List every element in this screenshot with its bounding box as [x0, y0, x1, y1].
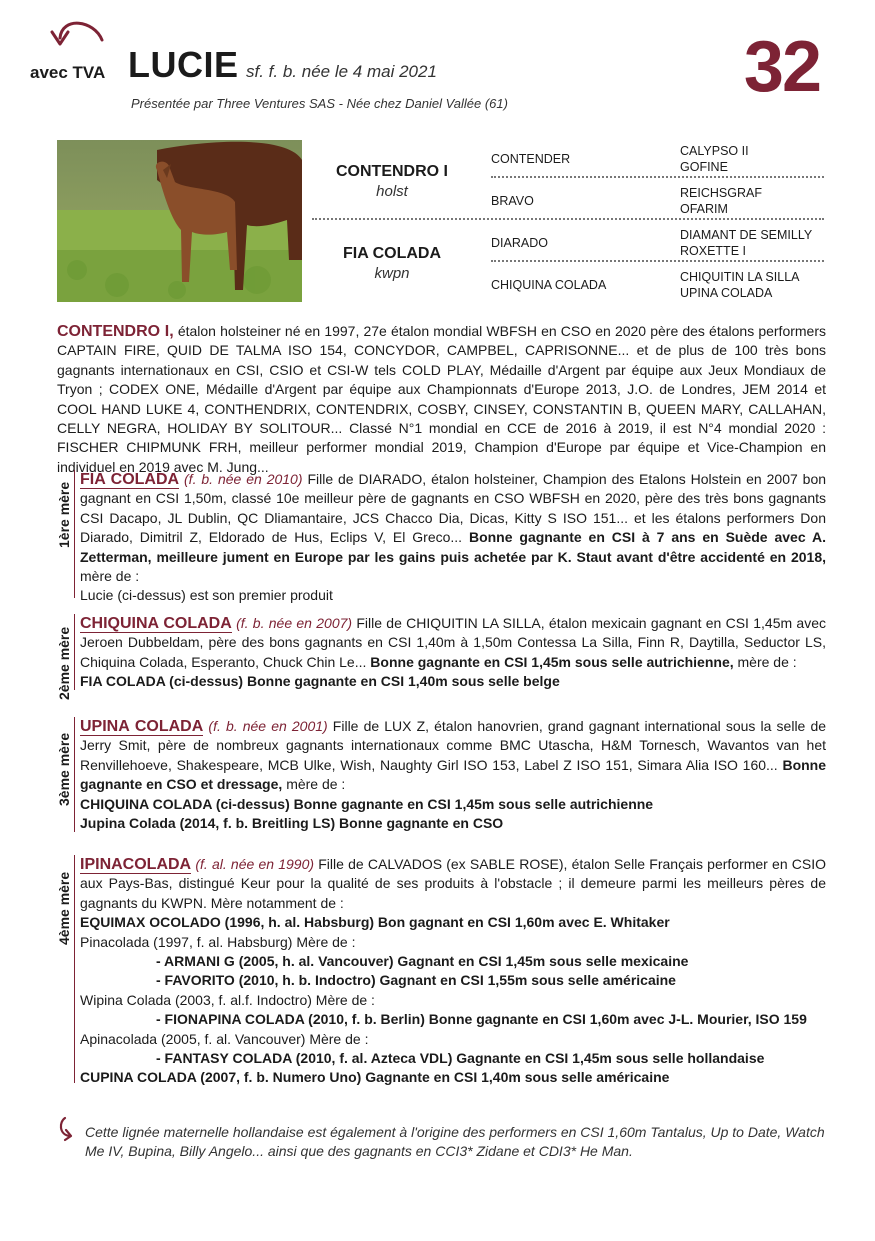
- third-dam-produce: CHIQUINA COLADA (ci-dessus) Bonne gagnante en CSI 1,45m sous selle autrichienne: [80, 795, 654, 812]
- first-dam-produce: Lucie (ci-dessus) est son premier produit: [80, 587, 333, 604]
- sire-text-name: CONTENDRO I,: [57, 323, 174, 340]
- third-dam-name: UPINA COLADA: [80, 718, 204, 735]
- fourth-dam-produce: - FIONAPINA COLADA (2010, f. b. Berlin) Bonne gagnante en CSI 1,60m avec J-L. Mourier, ISO 159: [156, 1011, 807, 1028]
- third-dam-produce: Jupina Colada (2014, f. b. Breitling LS) Bonne gagnante en CSO: [80, 815, 504, 832]
- pedigree-divider: [491, 176, 824, 178]
- fourth-dam-produce: - FAVORITO (2010, h. b. Indoctro) Gagnant en CSI 1,55m sous selle américaine: [156, 972, 676, 989]
- lot-number: 32: [743, 27, 820, 107]
- dam-breed: kwpn: [374, 265, 410, 282]
- generation-label-1: 1ère mère: [56, 481, 72, 548]
- dam-name: FIA COLADA: [342, 245, 442, 262]
- pedigree-divider: [491, 260, 824, 262]
- horse-name: LUCIE: [128, 44, 239, 85]
- footnote: Cette lignée maternelle hollandaise est également à l'origine des performers en CSI 1,60m Tantalus, Up to Date, Watch Me IV, Bupina, Billy Angelo... ainsi que des gagnants en CCI3* Zidane et CDI3* He Man.: [85, 1124, 825, 1159]
- second-dam-produce: FIA COLADA (ci-dessus) Bonne gagnante en CSI 1,40m sous selle belge: [80, 673, 560, 690]
- sire-description: [57, 322, 826, 477]
- horse-photo: [57, 140, 302, 302]
- great-grandparent: CHIQUITIN LA SILLA UPINA COLADA: [680, 270, 800, 300]
- fourth-dam-produce: Apinacolada (2005, f. al. Vancouver) Mère de :: [80, 1030, 369, 1047]
- granddam-maternal: CHIQUINA COLADA: [491, 278, 607, 292]
- generation-label-2: 2ème mère: [56, 626, 72, 700]
- hook-arrow-icon: [57, 1116, 79, 1142]
- fourth-dam-produce: Wipina Colada (2003, f. al.f. Indoctro) Mère de :: [80, 991, 375, 1008]
- generation-bar: [74, 614, 75, 690]
- third-dam: UPINA COLADA (f. b. née en 2001) Fille de LUX Z, étalon hanovrien, grand gagnant international sous la selle de Jerry Smit, père de nombreux gagnants internationaux comme BMC Utascha, H&M Tornesch, Wavantos van het Renvillehoeve, Shakespeare, MCB Ulke, Wish, Naughty Girl ISO 153, Label Z ISO 151, Simara Alia ISO 160... Bonne gagnante en CSO et dressage, mère de : CHIQUINA COLADA (ci-dessus) Bonne gagnante en CSI 1,45m sous selle autrichienne Jupina Colada (2014, f. b. Breitling LS) Bonne gagnante en CSO: [80, 717, 826, 833]
- fourth-dam-produce: EQUIMAX OCOLADO (1996, h. al. Habsburg) Bon gagnant en CSI 1,60m avec E. Whitaker: [80, 914, 670, 931]
- fourth-dam-produce: Pinacolada (1997, f. al. Habsburg) Mère de :: [80, 933, 356, 950]
- fourth-dam-produce: CUPINA COLADA (2007, f. b. Numero Uno) Gagnante en CSI 1,40m sous selle américaine: [80, 1069, 670, 1086]
- first-dam-name: FIA COLADA: [80, 471, 180, 488]
- curved-arrow-icon: [40, 18, 106, 64]
- grandsire-maternal: DIARADO: [491, 236, 548, 250]
- second-dam-name: CHIQUINA COLADA: [80, 615, 232, 632]
- generation-bar: [74, 717, 75, 832]
- fourth-dam-produce: - ARMANI G (2005, h. al. Vancouver) Gagnant en CSI 1,45m sous selle mexicaine: [156, 953, 689, 970]
- fourth-dam-name: IPINACOLADA: [80, 856, 192, 873]
- great-grandparent: DIAMANT DE SEMILLY ROXETTE I: [680, 228, 813, 258]
- pedigree-divider: [312, 218, 824, 220]
- tva-label: avec TVA: [30, 63, 106, 82]
- fourth-dam: IPINACOLADA (f. al. née en 1990) Fille de CALVADOS (ex SABLE ROSE), étalon Selle Français performer en CSIO aux Pays-Bas, distingué Keur pour la qualité de ses produits à l'obstacle ; il demeure parmi les meilleurs pères de gagnants du KWPN. Mère notamment de : EQUIMAX OCOLADO (1996, h. al. Habsburg) Bon gagnant en CSI 1,60m avec E. Whitaker Pinacolada (1997, f. al. Habsburg) Mère de : - ARMANI G (2005, h. al. Vancouver) Gagnant en CSI 1,45m sous selle mexicaine - FAVORITO (2010, h. b. Indoctro) Gagnant en CSI 1,55m sous selle américaine Wipina Colada (2003, f. al.f. Indoctro) Mère de : - FIONAPINA COLADA (2010, f. b. Berlin) Bonne gagnante en CSI 1,60m avec J-L. Mourier, ISO 159 Apinacolada (2005, f. al. Vancouver) Mère de : - FANTASY COLADA (2010, f. al. Azteca VDL) Gagnante en CSI 1,45m sous selle hollandaise CUPINA COLADA (2007, f. b. Numero Uno) Gagnante en CSI 1,40m sous selle américaine: [80, 855, 826, 1088]
- generation-label-3: 3ème mère: [56, 732, 72, 806]
- first-dam: FIA COLADA (f. b. née en 2010) Fille de DIARADO, étalon holsteiner, Champion des Etalons Holstein en 2007 bon gagnant en CSI 1,50m, classé 10e meilleur père de gagnants en CSO WBFSH en 2020, père des très bons gagnants CSI Dacapo, JL Dublin, QC Dliamantaire, JCS Chacco Dia, Dicas, Kitty S ISO 151... et les étalons performers Don Diarado, Dimitril Z, Eldorado de Hus, Eclips V, El Greco... Bonne gagnante en CSI à 7 ans en Suède avec A. Zetterman, meilleure jument en Europe par les gains puis achetée par K. Staut avant d'être accidenté en 2018, mère de : Lucie (ci-dessus) est son premier produit: [80, 470, 826, 606]
- presented-by: Présentée par Three Ventures SAS - Née chez Daniel Vallée (61): [131, 96, 508, 111]
- fourth-dam-produce: - FANTASY COLADA (2010, f. al. Azteca VDL) Gagnante en CSI 1,45m sous selle hollandaise: [156, 1050, 765, 1067]
- generation-bar: [74, 855, 75, 1083]
- sire-name: CONTENDRO I: [336, 163, 448, 180]
- sire-text-body: étalon holsteiner né en 1997, 27e étalon mondial WBFSH en CSO en 2020 père des étalons performers CAPTAIN FIRE, QUID DE TALMA ISO 154, CONCYDOR, CAMPBEL, CAPRISONNE... et de plus de 100 très bons gagnants internationaux en CSI, CSIO et CSI-W tels COLD PLAY, Médaille d'Argent par équipe aux Jeux Mondiaux de Tryon ; CODEX ONE, Médaille d'Argent par équipe aux Championnats d'Europe 2013, J.O. de Londres, JEM 2014 et COOL HAND LUKE 4, CONTHENDRIX, CONTENDRIX, COSBY, CINSEY, CONSTANTIN B, QUEEN MARY, CALLAHAN, CELLY NEGRA, HOLIDAY BY SOLITOUR... Classé N°1 mondial en CCE de 2016 à 2019, il est N°4 mondial 2020 : FISCHER CHIPMUNK FRH, meilleur performer mondial 2019, Champion d'Europe par équipe et Vice-Champion en individuel en 2019 avec M. Jung...: [57, 323, 827, 475]
- sire-breed: holst: [376, 183, 408, 200]
- generation-label-4: 4ème mère: [56, 871, 72, 945]
- great-grandparent: REICHSGRAF OFARIM: [680, 186, 762, 216]
- second-dam: CHIQUINA COLADA (f. b. née en 2007) Fille de CHIQUITIN LA SILLA, étalon mexicain gagnant en CSI 1,45m avec Jeroen Dubbeldam, père des bons gagnants en CSI 1,40m à 1,50m Contessa La Silla, Finn R, Daytilla, Seductor LS, Chiquina Colada, Esperanto, Chuck Chin Le... Bonne gagnante en CSI 1,45m sous selle autrichienne, mère de : FIA COLADA (ci-dessus) Bonne gagnante en CSI 1,40m sous selle belge: [80, 614, 826, 692]
- grandsire-paternal: CONTENDER: [491, 152, 571, 166]
- granddam-paternal: BRAVO: [491, 194, 534, 208]
- great-grandparent: CALYPSO II GOFINE: [680, 144, 749, 174]
- generation-bar: [74, 470, 75, 598]
- horse-subtitle: sf. f. b. née le 4 mai 2021: [246, 62, 437, 81]
- first-dam-details: (f. b. née en 2010): [184, 471, 303, 487]
